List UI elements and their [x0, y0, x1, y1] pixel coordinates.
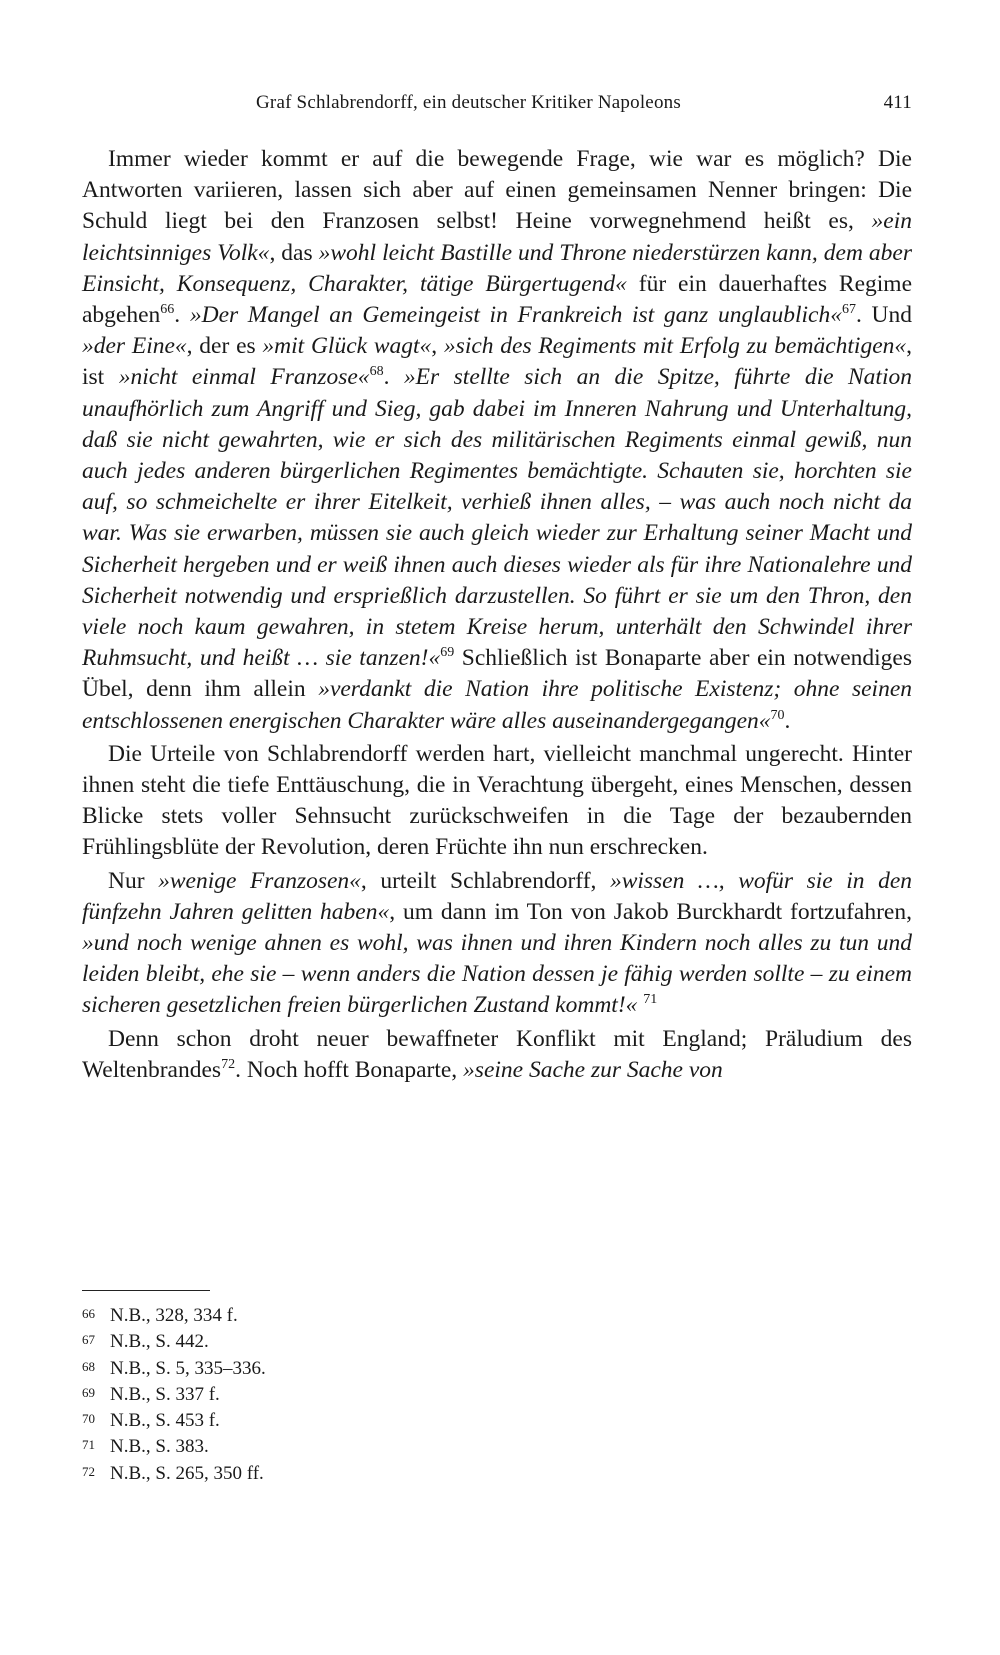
text-run: , das	[269, 239, 319, 266]
text-run: ,	[431, 333, 444, 360]
footnote-reference: 66	[160, 302, 175, 318]
text-run: , urteilt Schlabrendorff,	[360, 867, 610, 894]
footnote-reference: 72	[221, 1057, 236, 1073]
paragraph	[82, 144, 912, 737]
quotation: »nicht einmal Franzose«	[118, 364, 370, 391]
footnotes	[82, 1302, 912, 1486]
footnote-text: N.B., S. 5, 335–336.	[110, 1357, 266, 1379]
footnote	[82, 1302, 912, 1328]
quotation: »der Eine«	[82, 333, 187, 360]
text-run: .	[174, 302, 190, 329]
footnote-number: 68	[82, 1358, 95, 1374]
footnote-number: 67	[82, 1332, 95, 1348]
paragraph	[82, 1024, 912, 1086]
text-run: Nur	[108, 867, 159, 894]
footnote-text: N.B., S. 442.	[110, 1331, 209, 1353]
footnote-number: 66	[82, 1306, 95, 1321]
quotation: »und noch wenige ahnen es wohl, was ihnen und ihren Kindern noch alles zu tun und leiden bleibt, ehe sie – wenn anders die Nation dessen je fähig werden sollte – zu einem sicheren gesetzlichen freien bürgerlichen Zustand kommt!«	[82, 930, 912, 1019]
footnote-text: N.B., 328, 334 f.	[110, 1305, 238, 1326]
quotation: »wissen …, wofür sie in den fünfzehn Jahren gelitten haben«	[82, 867, 912, 925]
footnote-reference: 67	[841, 302, 856, 318]
footnote-text: N.B., S. 265, 350 ff.	[110, 1462, 264, 1484]
footnote	[82, 1355, 912, 1381]
footnote-reference: 71	[643, 992, 658, 1008]
paragraph	[82, 739, 912, 864]
body-text	[82, 144, 912, 1086]
text-run: Immer wieder kommt er auf die bewegende Frage, wie war es möglich? Die Antworten variieren, lassen sich aber auf einen gemeinsamen Nenner bringen: Die Schuld liegt bei den Franzosen selbst! Heine vorwegnehmend heißt es,	[82, 146, 912, 235]
footnote-text: N.B., S. 383.	[110, 1436, 209, 1458]
text-run: .	[784, 707, 791, 734]
text-run: Schließlich ist Bonaparte aber ein notwendiges Übel, denn ihm allein	[82, 645, 912, 703]
footnote	[82, 1407, 912, 1433]
footnote-text: N.B., S. 337 f.	[110, 1383, 220, 1405]
footnote	[82, 1433, 912, 1459]
footnote-number: 70	[82, 1411, 95, 1427]
footnote-number: 71	[82, 1437, 95, 1453]
text-run: , um dann im Ton von Jakob Burckhardt fortzufahren,	[389, 898, 912, 925]
text-run: Denn schon droht neuer bewaffneter Konflikt mit England; Präludium des Weltenbrandes	[82, 1025, 912, 1083]
footnote-reference: 69	[440, 645, 455, 661]
text-run: für ein dauerhaftes Regime abgehen	[82, 270, 912, 329]
quotation: »ein leichtsinniges Volk«	[82, 208, 912, 266]
quotation: »verdankt die Nation ihre politische Existenz; ohne seinen entschlossenen energischen Charakter wäre alles auseinandergegangen«	[82, 676, 913, 734]
footnote-number: 69	[82, 1384, 95, 1400]
text-run: , der es	[186, 333, 263, 360]
running-head	[82, 92, 912, 122]
quotation: »Der Mangel an Gemeingeist in Frankreich ist ganz unglaublich«	[189, 302, 842, 329]
text-run: Die Urteile von Schlabrendorff werden hart, vielleicht manchmal ungerecht. Hinter ihnen steht die tiefe Enttäuschung, die in Verachtung übergeht, eines Menschen, dessen Blicke stets voller Sehnsucht zurückschweifen in die Tage der bezaubernden Frühlingsblüte der Revolution, deren Früchte ihn nun erschrecken.	[82, 740, 912, 861]
text-run: .	[383, 364, 404, 391]
footnote-divider	[82, 1290, 210, 1291]
text-run: . Und	[855, 302, 912, 329]
quotation: »mit Glück wagt«	[262, 333, 432, 360]
quotation: »Er stellte sich an die Spitze, führte die Nation unaufhörlich zum Angriff und Sieg, gab dabei im Inneren Nahrung und Unterhaltung, daß sie nicht gewahrten, wie er sich des militärischen Regiments einmal gewiß, nun auch jedes anderen bürgerlichen Regimentes bemächtigte. Schauten sie, horchten sie auf, so schmeichelte er ihrer Eitelkeit, verhieß ihnen alles, – was auch noch nicht da war. Was sie erwarben, müssen sie auch gleich wieder zur Erhaltung seiner Macht und Sicherheit hergeben und er weiß ihnen auch dieses wieder als für ihre Nationalehre und Sicherheit notwendig und ersprießlich darzustellen. So führt er sie um den Thron, den viele noch kaum gewahren, in stetem Kreise herum, unterhält den Schwindel ihrer Ruhmsucht, und heißt … sie tanzen!«	[82, 364, 912, 672]
footnote	[82, 1460, 912, 1486]
paragraph	[82, 866, 912, 1022]
running-head-title: Graf Schlabrendorff, ein deutscher Kritiker Napoleons	[256, 92, 681, 113]
book-page	[82, 0, 912, 1655]
quotation: »wenige Franzosen«	[158, 867, 361, 894]
page-number: 411	[883, 92, 912, 113]
text-run: . Noch hofft Bonaparte,	[235, 1056, 464, 1083]
footnote-reference: 70	[770, 707, 785, 723]
footnote	[82, 1381, 912, 1407]
quotation: »wohl leicht Bastille und Throne niederstürzen kann, dem aber Einsicht, Konsequenz, Charakter, tätige Bürgertugend«	[82, 239, 913, 297]
footnote-number: 72	[82, 1463, 95, 1479]
text-run: , ist	[82, 333, 912, 391]
footnote-reference: 68	[369, 364, 384, 380]
quotation: »seine Sache zur Sache von	[463, 1056, 723, 1083]
footnote-text: N.B., S. 453 f.	[110, 1410, 220, 1432]
footnote	[82, 1328, 912, 1354]
quotation: »sich des Regiments mit Erfolg zu bemächtigen«	[443, 333, 907, 360]
